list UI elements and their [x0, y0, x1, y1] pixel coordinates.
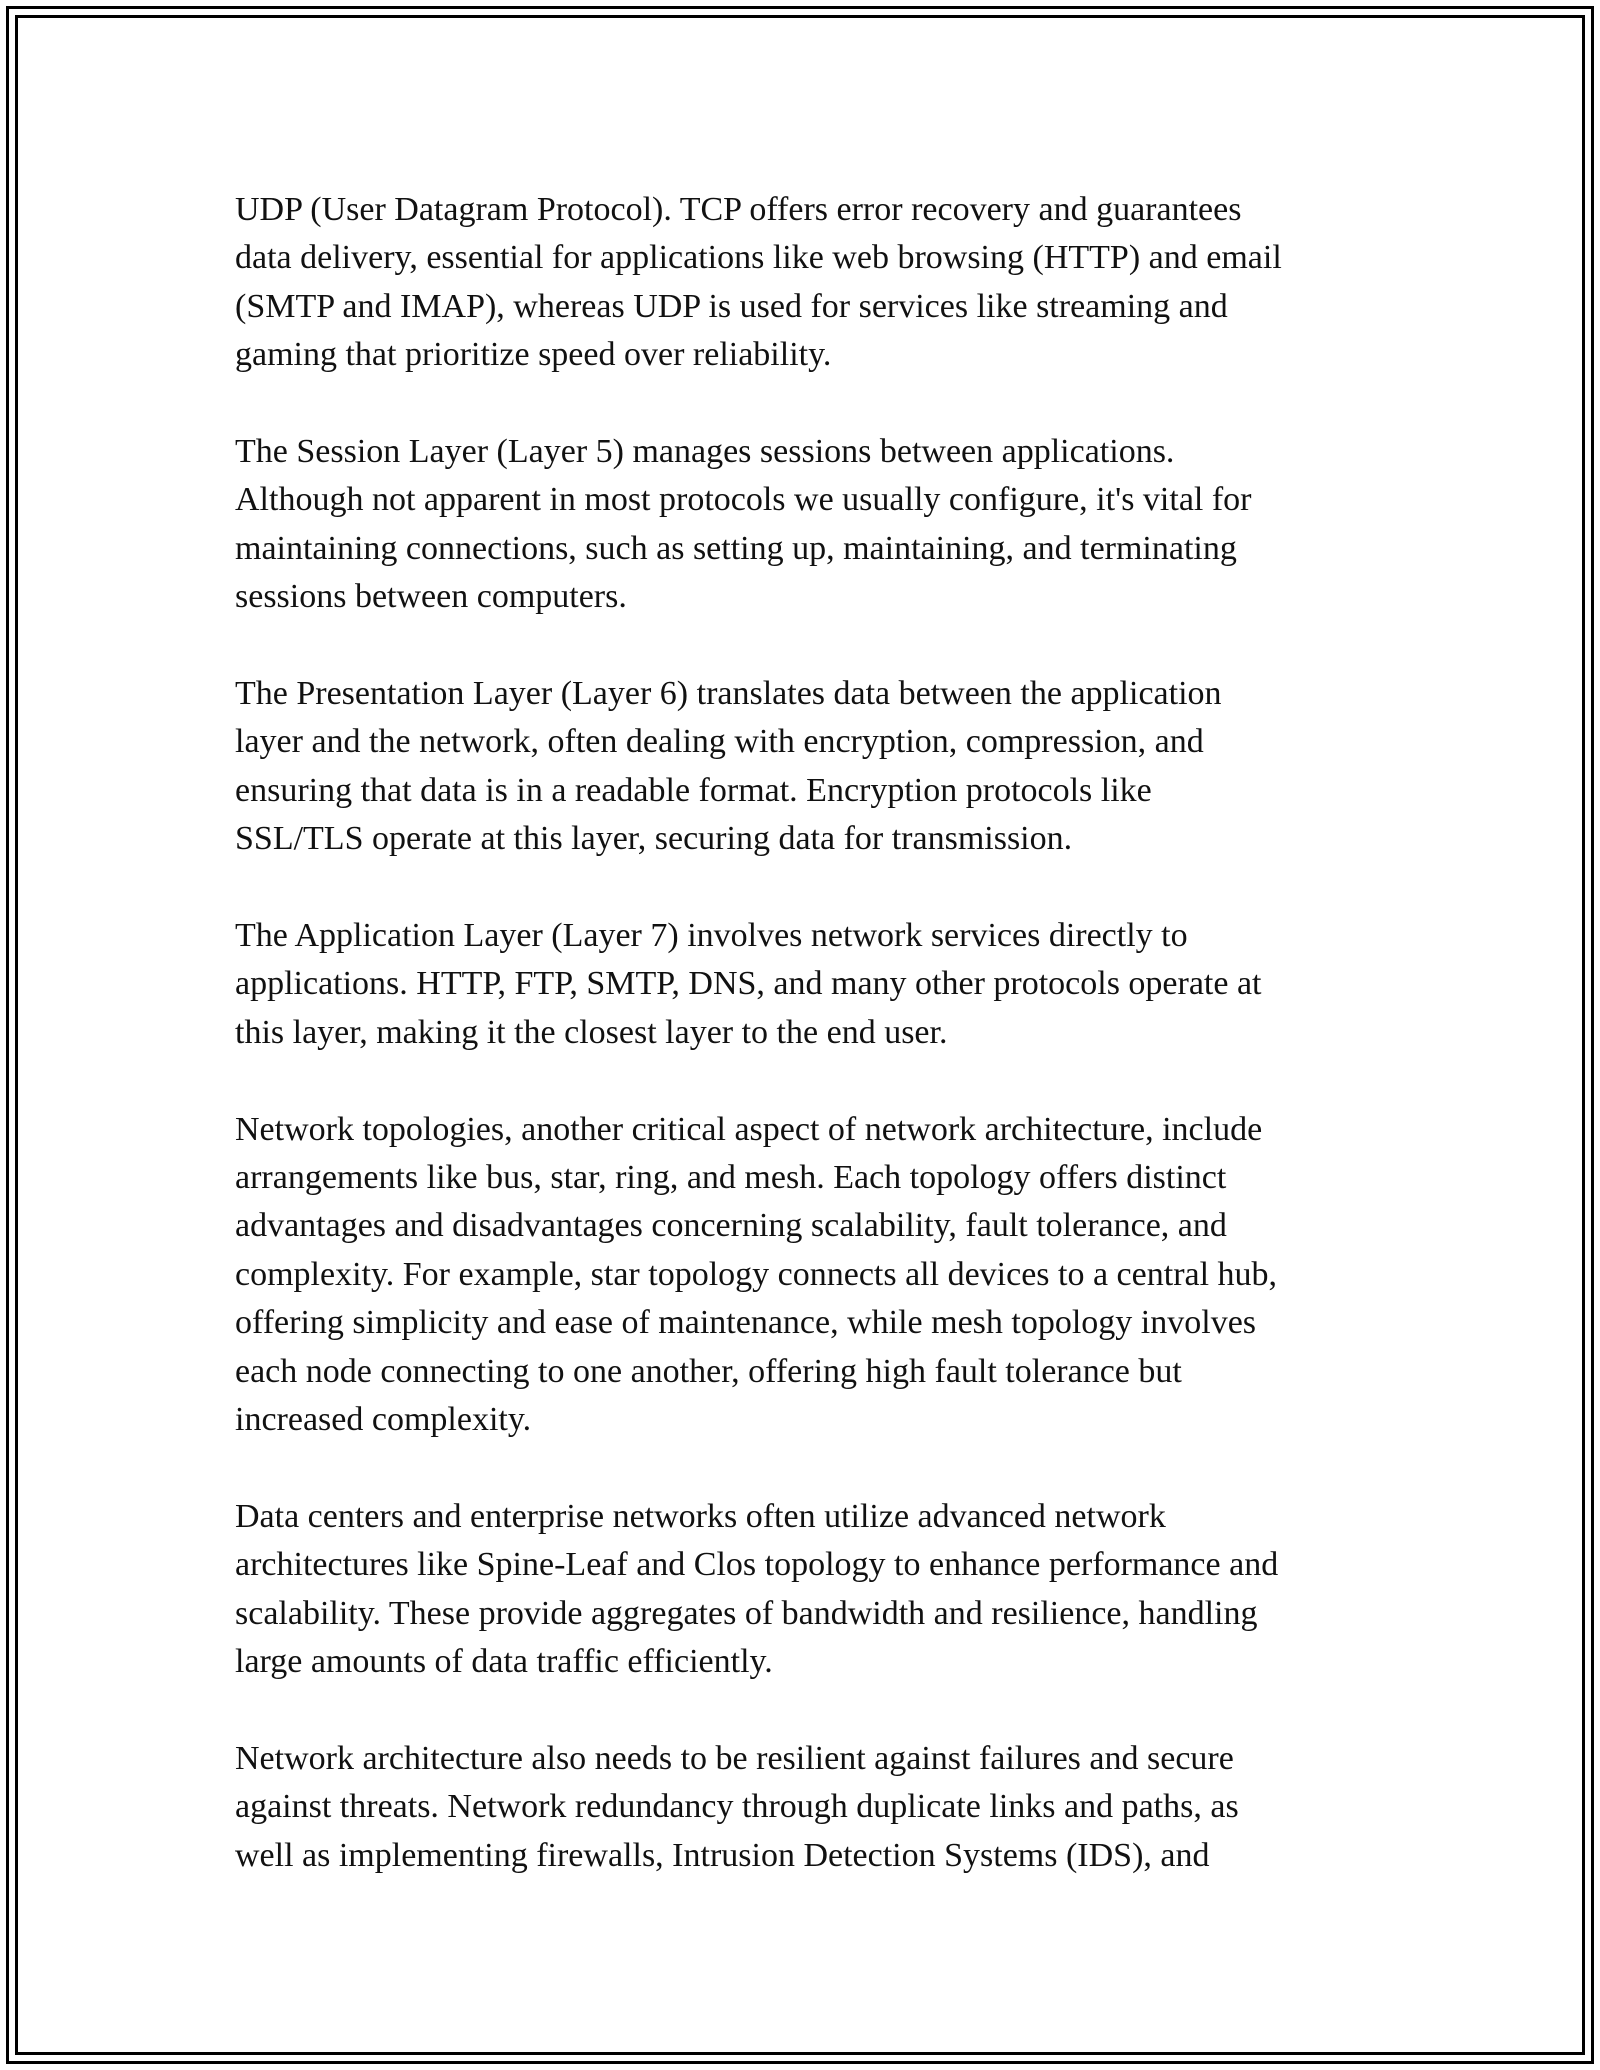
paragraph-application-layer: The Application Layer (Layer 7) involves network services directly to applications. HTTP, FTP, SMTP, DNS, and many other protocols operate at this layer, making it the closest layer to the end user. — [235, 917, 1262, 1051]
paragraph-resilience-security: Network architecture also needs to be resilient against failures and secure against threats. Network redundancy through duplicate links and paths, as well as implementing firewalls, Intrusion Detection Systems (IDS), and — [235, 1739, 1239, 1874]
paragraph-data-centers: Data centers and enterprise networks often utilize advanced network architectures like Spine-Leaf and Clos topology to enhance performance and scalability. These provide aggregates of bandwidth and resilience, handling large amounts of data traffic efficiently. — [235, 1497, 1279, 1681]
document-body — [235, 186, 1375, 1929]
paragraph-network-topologies: Network topologies, another critical aspect of network architecture, include arrangements like bus, star, ring, and mesh. Each topology offers distinct advantages and disadvantages concerning scalability, fault tolerance, and complexity. For example, star topology connects all devices to a central hub, offering simplicity and ease of maintenance, while mesh topology involves each node connecting to one another, offering high fault tolerance but increased complexity. — [235, 1110, 1278, 1439]
paragraph-presentation-layer: The Presentation Layer (Layer 6) translates data between the application layer and the network, often dealing with encryption, compression, and ensuring that data is in a readable format. Encryption protocols like SSL/TLS operate at this layer, securing data for transmission. — [235, 675, 1222, 858]
paragraph-session-layer: The Session Layer (Layer 5) manages sessions between applications. Although not apparent in most protocols we usually configure, it's vital for maintaining connections, such as setting up, maintaining, and terminating sessions between computers. — [235, 433, 1252, 616]
paragraph-udp-tcp: UDP (User Datagram Protocol). TCP offers error recovery and guarantees data delivery, essential for applications like web browsing (HTTP) and email (SMTP and IMAP), whereas UDP is used for services like streaming and gaming that prioritize speed over reliability. — [235, 191, 1282, 374]
